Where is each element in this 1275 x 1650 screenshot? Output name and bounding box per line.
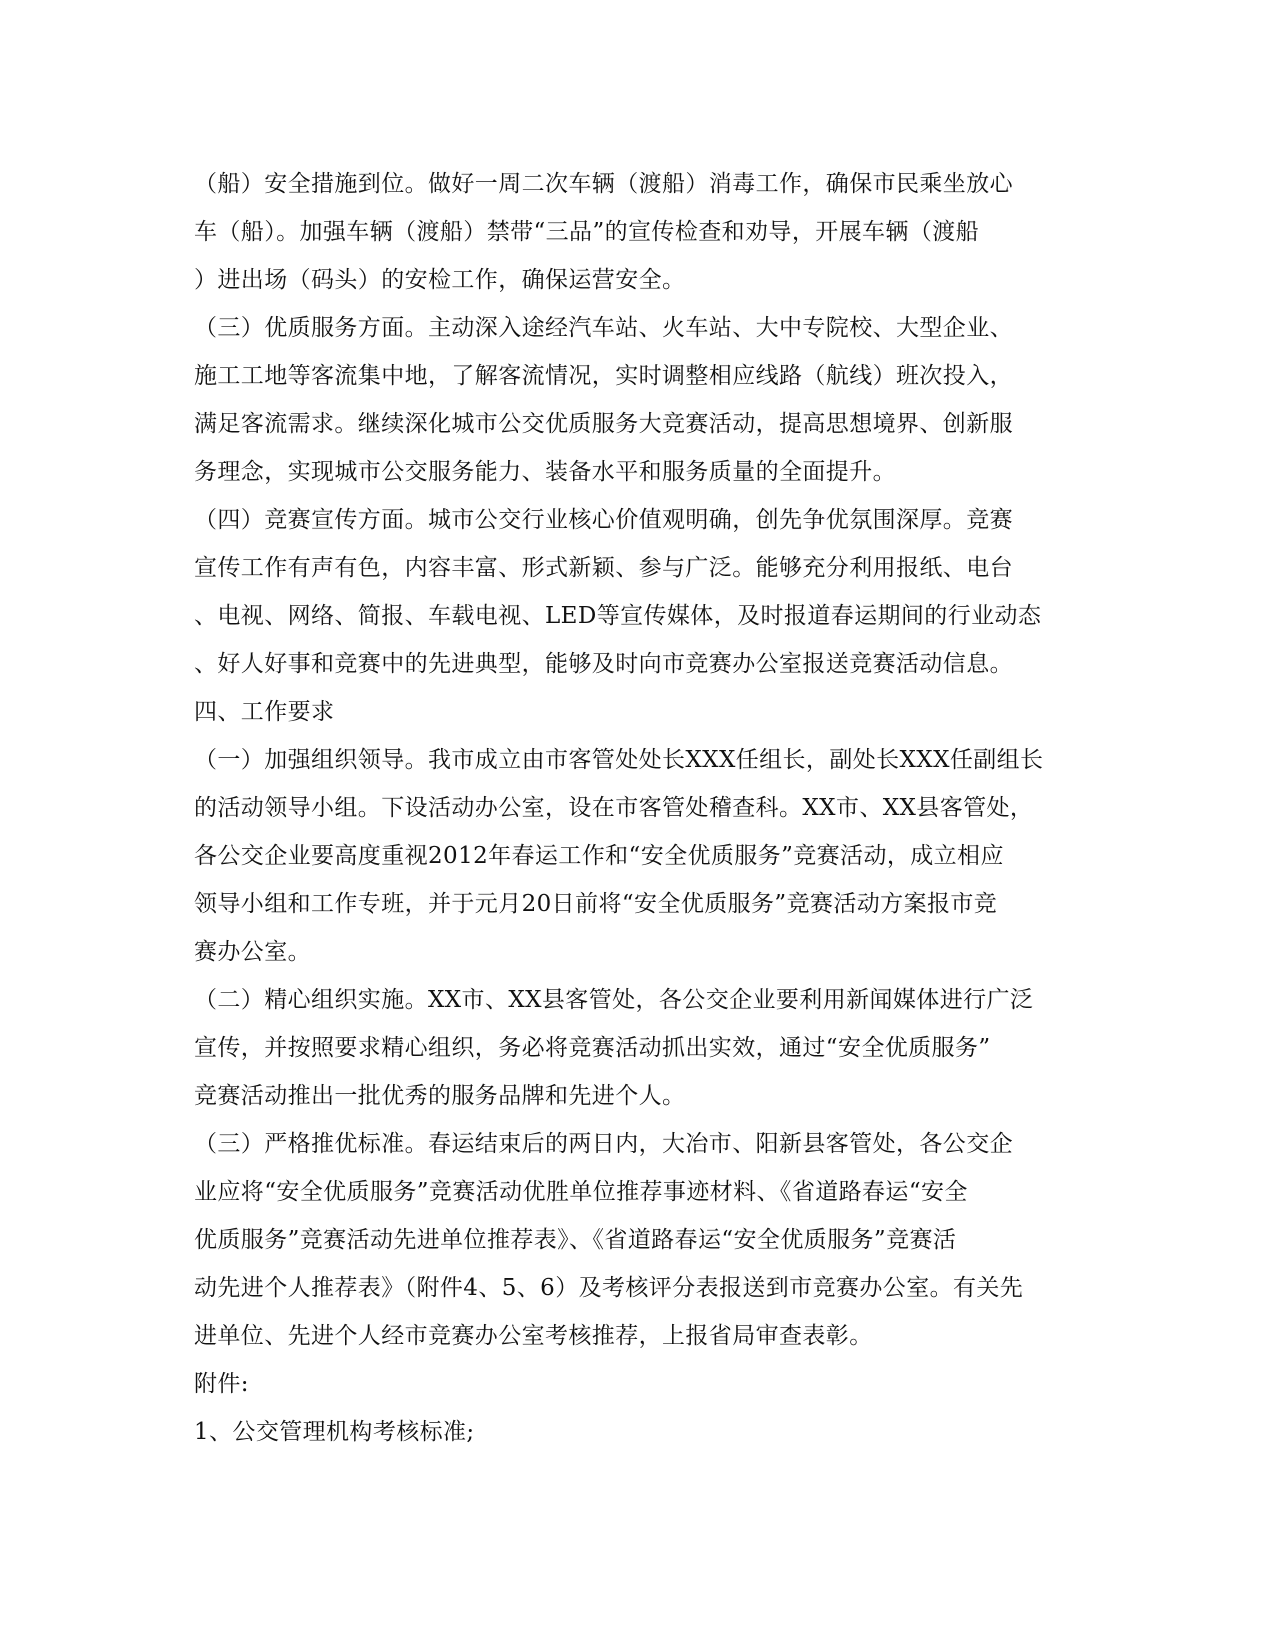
text-line: 竞赛活动推出一批优秀的服务品牌和先进个人。 [194,1083,686,1109]
text-line: 、好人好事和竞赛中的先进典型，能够及时向市竞赛办公室报送竞赛活动信息。 [194,651,1013,677]
text-line: 车（船）。加强车辆（渡船）禁带“三品”的宣传检查和劝导，开展车辆（渡船 [194,219,980,245]
text-line: 赛办公室。 [194,939,311,965]
text-line: 的活动领导小组。下设活动办公室，设在市客管处稽查科。XX市、XX县客管处， [194,795,1034,821]
text-line: 优质服务”竞赛活动先进单位推荐表》、《省道路春运“安全优质服务”竞赛活 [194,1227,957,1253]
text-line: 业应将“安全优质服务”竞赛活动优胜单位推荐事迹材料、《省道路春运“安全 [194,1179,968,1205]
text-line: 进单位、先进个人经市竞赛办公室考核推荐，上报省局审查表彰。 [194,1323,873,1349]
text-line: 动先进个人推荐表》（附件4、5、6）及考核评分表报送到市竞赛办公室。有关先 [194,1275,1024,1301]
section-heading: 四、工作要求 [194,699,335,725]
text-line: 务理念，实现城市公交服务能力、装备水平和服务质量的全面提升。 [194,459,896,485]
text-line: 各公交企业要高度重视2012年春运工作和“安全优质服务”竞赛活动，成立相应 [194,843,1004,869]
text-line: 宣传，并按照要求精心组织，务必将竞赛活动抓出实效，通过“安全优质服务” [194,1035,991,1061]
text-line: 满足客流需求。继续深化城市公交优质服务大竞赛活动，提高思想境界、创新服 [194,411,1013,437]
text-line: ）进出场（码头）的安检工作，确保运营安全。 [194,267,686,293]
text-line: （船）安全措施到位。做好一周二次车辆（渡船）消毒工作，确保市民乘坐放心 [194,171,1013,197]
text-line: （四）竞赛宣传方面。城市公交行业核心价值观明确，创先争优氛围深厚。竞赛 [194,507,1013,533]
text-line: 领导小组和工作专班，并于元月20日前将“安全优质服务”竞赛活动方案报市竞 [194,891,998,917]
text-line: 、电视、网络、简报、车载电视、LED等宣传媒体，及时报道春运期间的行业动态 [194,603,1042,629]
text-line: 宣传工作有声有色，内容丰富、形式新颖、参与广泛。能够充分利用报纸、电台 [194,555,1013,581]
attachment-item: 1、公交管理机构考核标准; [194,1419,475,1445]
text-line: （二）精心组织实施。XX市、XX县客管处，各公交企业要利用新闻媒体进行广泛 [194,987,1034,1013]
text-line: （三）严格推优标准。春运结束后的两日内，大冶市、阳新县客管处，各公交企 [194,1131,1013,1157]
document-body [194,160,1074,1456]
text-line: （一）加强组织领导。我市成立由市客管处处长XXX任组长，副处长XXX任副组长 [194,747,1044,773]
text-line: （三）优质服务方面。主动深入途经汽车站、火车站、大中专院校、大型企业、 [194,315,1013,341]
attachments-heading: 附件: [194,1371,249,1397]
text-line: 施工工地等客流集中地，了解客流情况，实时调整相应线路（航线）班次投入， [194,363,1013,389]
